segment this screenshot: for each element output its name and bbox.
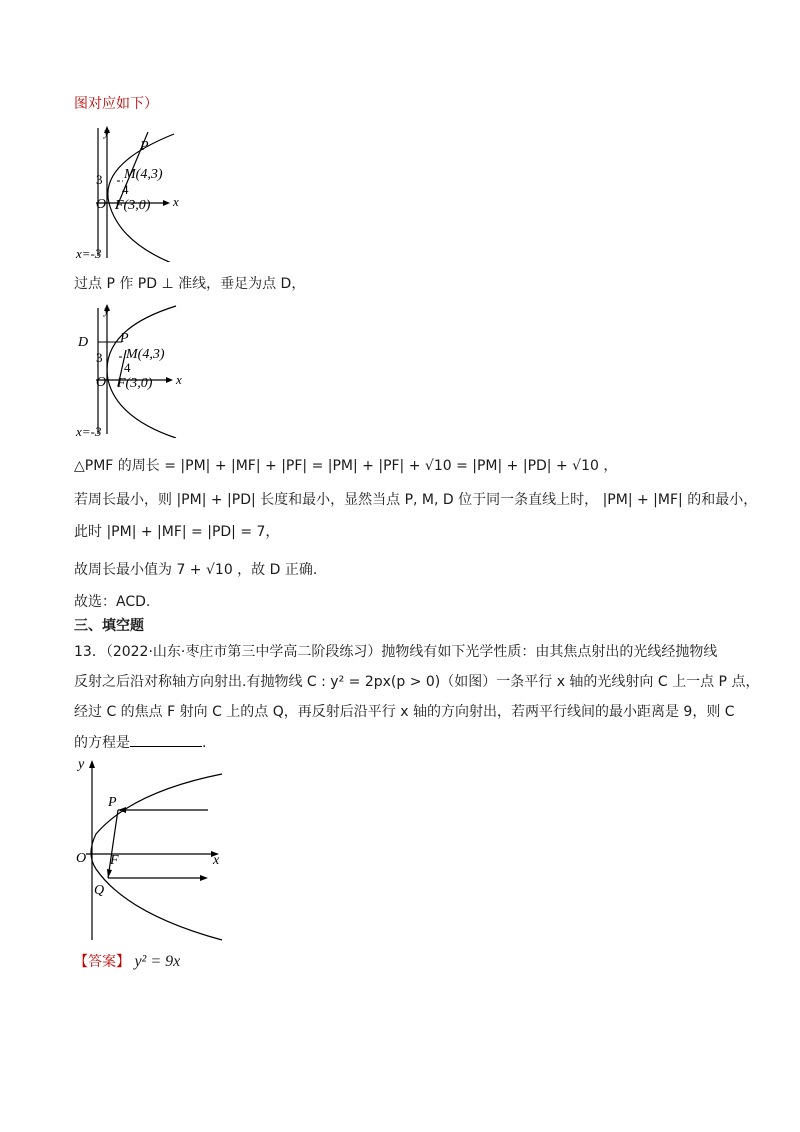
four-label: 4 [124, 360, 131, 375]
P-label: P [120, 331, 129, 346]
directrix-label: x=-3 [76, 246, 102, 261]
problem-line-4 [74, 732, 206, 753]
answer-formula: y² = 9x [134, 953, 181, 970]
P-label: P [140, 139, 149, 154]
O-label: O [96, 197, 107, 212]
answer-tag: 【答案】 [74, 954, 130, 970]
answer-blank [130, 732, 202, 747]
conclusion-line: 故周长最小值为 7 + √10 ，故 D 正确. [74, 562, 318, 578]
parabola-curve [107, 306, 176, 438]
step-PD-line: 过点 P 作 PD ⊥ 准线，垂足为点 D， [74, 276, 306, 292]
incoming-ray-arrow [118, 807, 126, 813]
figure-2-parabola-diagram [74, 300, 198, 438]
M-label: M(4,3) [124, 167, 163, 182]
y-label: y [104, 125, 110, 139]
F-label: F(3,0) [115, 198, 151, 213]
F-label: F(3,0) [117, 376, 153, 391]
x-label: x [213, 853, 220, 868]
perimeter-line: △PMF 的周长 = |PM| + |MF| + |PF| = |PM| + |PF| + √10 = |PM| + |PD| + √10 ， [74, 458, 618, 474]
min-line-1: 若周长最小，则 |PM| + |PD| 长度和最小，显然当点 P, M, D 位于同一条直线上时， |PM| + |MF| 的和最小， [74, 492, 758, 508]
M-label: M(4,3) [126, 347, 165, 362]
problem-line-1: 13．（2022·山东·枣庄市第三中学高二阶段练习）抛物线有如下光学性质：由其焦点射出的光线经抛物线 [74, 644, 718, 660]
Q-label: Q [94, 883, 105, 898]
three-label: 3 [96, 172, 103, 187]
problem-line-2: 反射之后沿对称轴方向射出.有抛物线 C : y² = 2px(p > 0)（如图）一条平行 x 轴的光线射向 C 上一点 P 点， [74, 674, 760, 690]
intro-line: 图对应如下） [74, 96, 158, 112]
outgoing-ray-arrow [200, 875, 208, 881]
D-label: D [78, 335, 89, 350]
F-label: F [110, 853, 119, 868]
four-label: 4 [122, 182, 129, 197]
section-heading: 三、填空题 [74, 618, 144, 634]
y-axis-arrow [89, 760, 95, 768]
three-label: 3 [96, 350, 103, 365]
y-label: y [104, 303, 110, 317]
directrix-label: x=-3 [76, 424, 102, 438]
x-axis-arrow [166, 377, 173, 383]
x-label: x [173, 194, 179, 209]
P-label: P [108, 795, 117, 810]
problem-line-4-suffix: . [202, 735, 207, 751]
choice-line: 故选：ACD. [74, 594, 151, 610]
problem-line-3: 经过 C 的焦点 F 射向 C 上的点 Q，再反射后沿平行 x 轴的方向射出，若两平行线间的最小距离是 9，则 C [74, 704, 735, 720]
answer-line [74, 952, 180, 972]
x-label: x [176, 372, 182, 387]
x-axis-arrow [163, 200, 170, 206]
figure-3-reflection-diagram [72, 754, 232, 944]
O-label: O [96, 375, 107, 390]
figure-1-parabola-diagram [74, 124, 194, 262]
O-label: O [76, 851, 87, 866]
y-label: y [78, 757, 85, 772]
min-line-2: 此时 |PM| + |MF| = |PD| = 7， [74, 524, 280, 540]
problem-line-4-prefix: 的方程是 [74, 735, 130, 751]
